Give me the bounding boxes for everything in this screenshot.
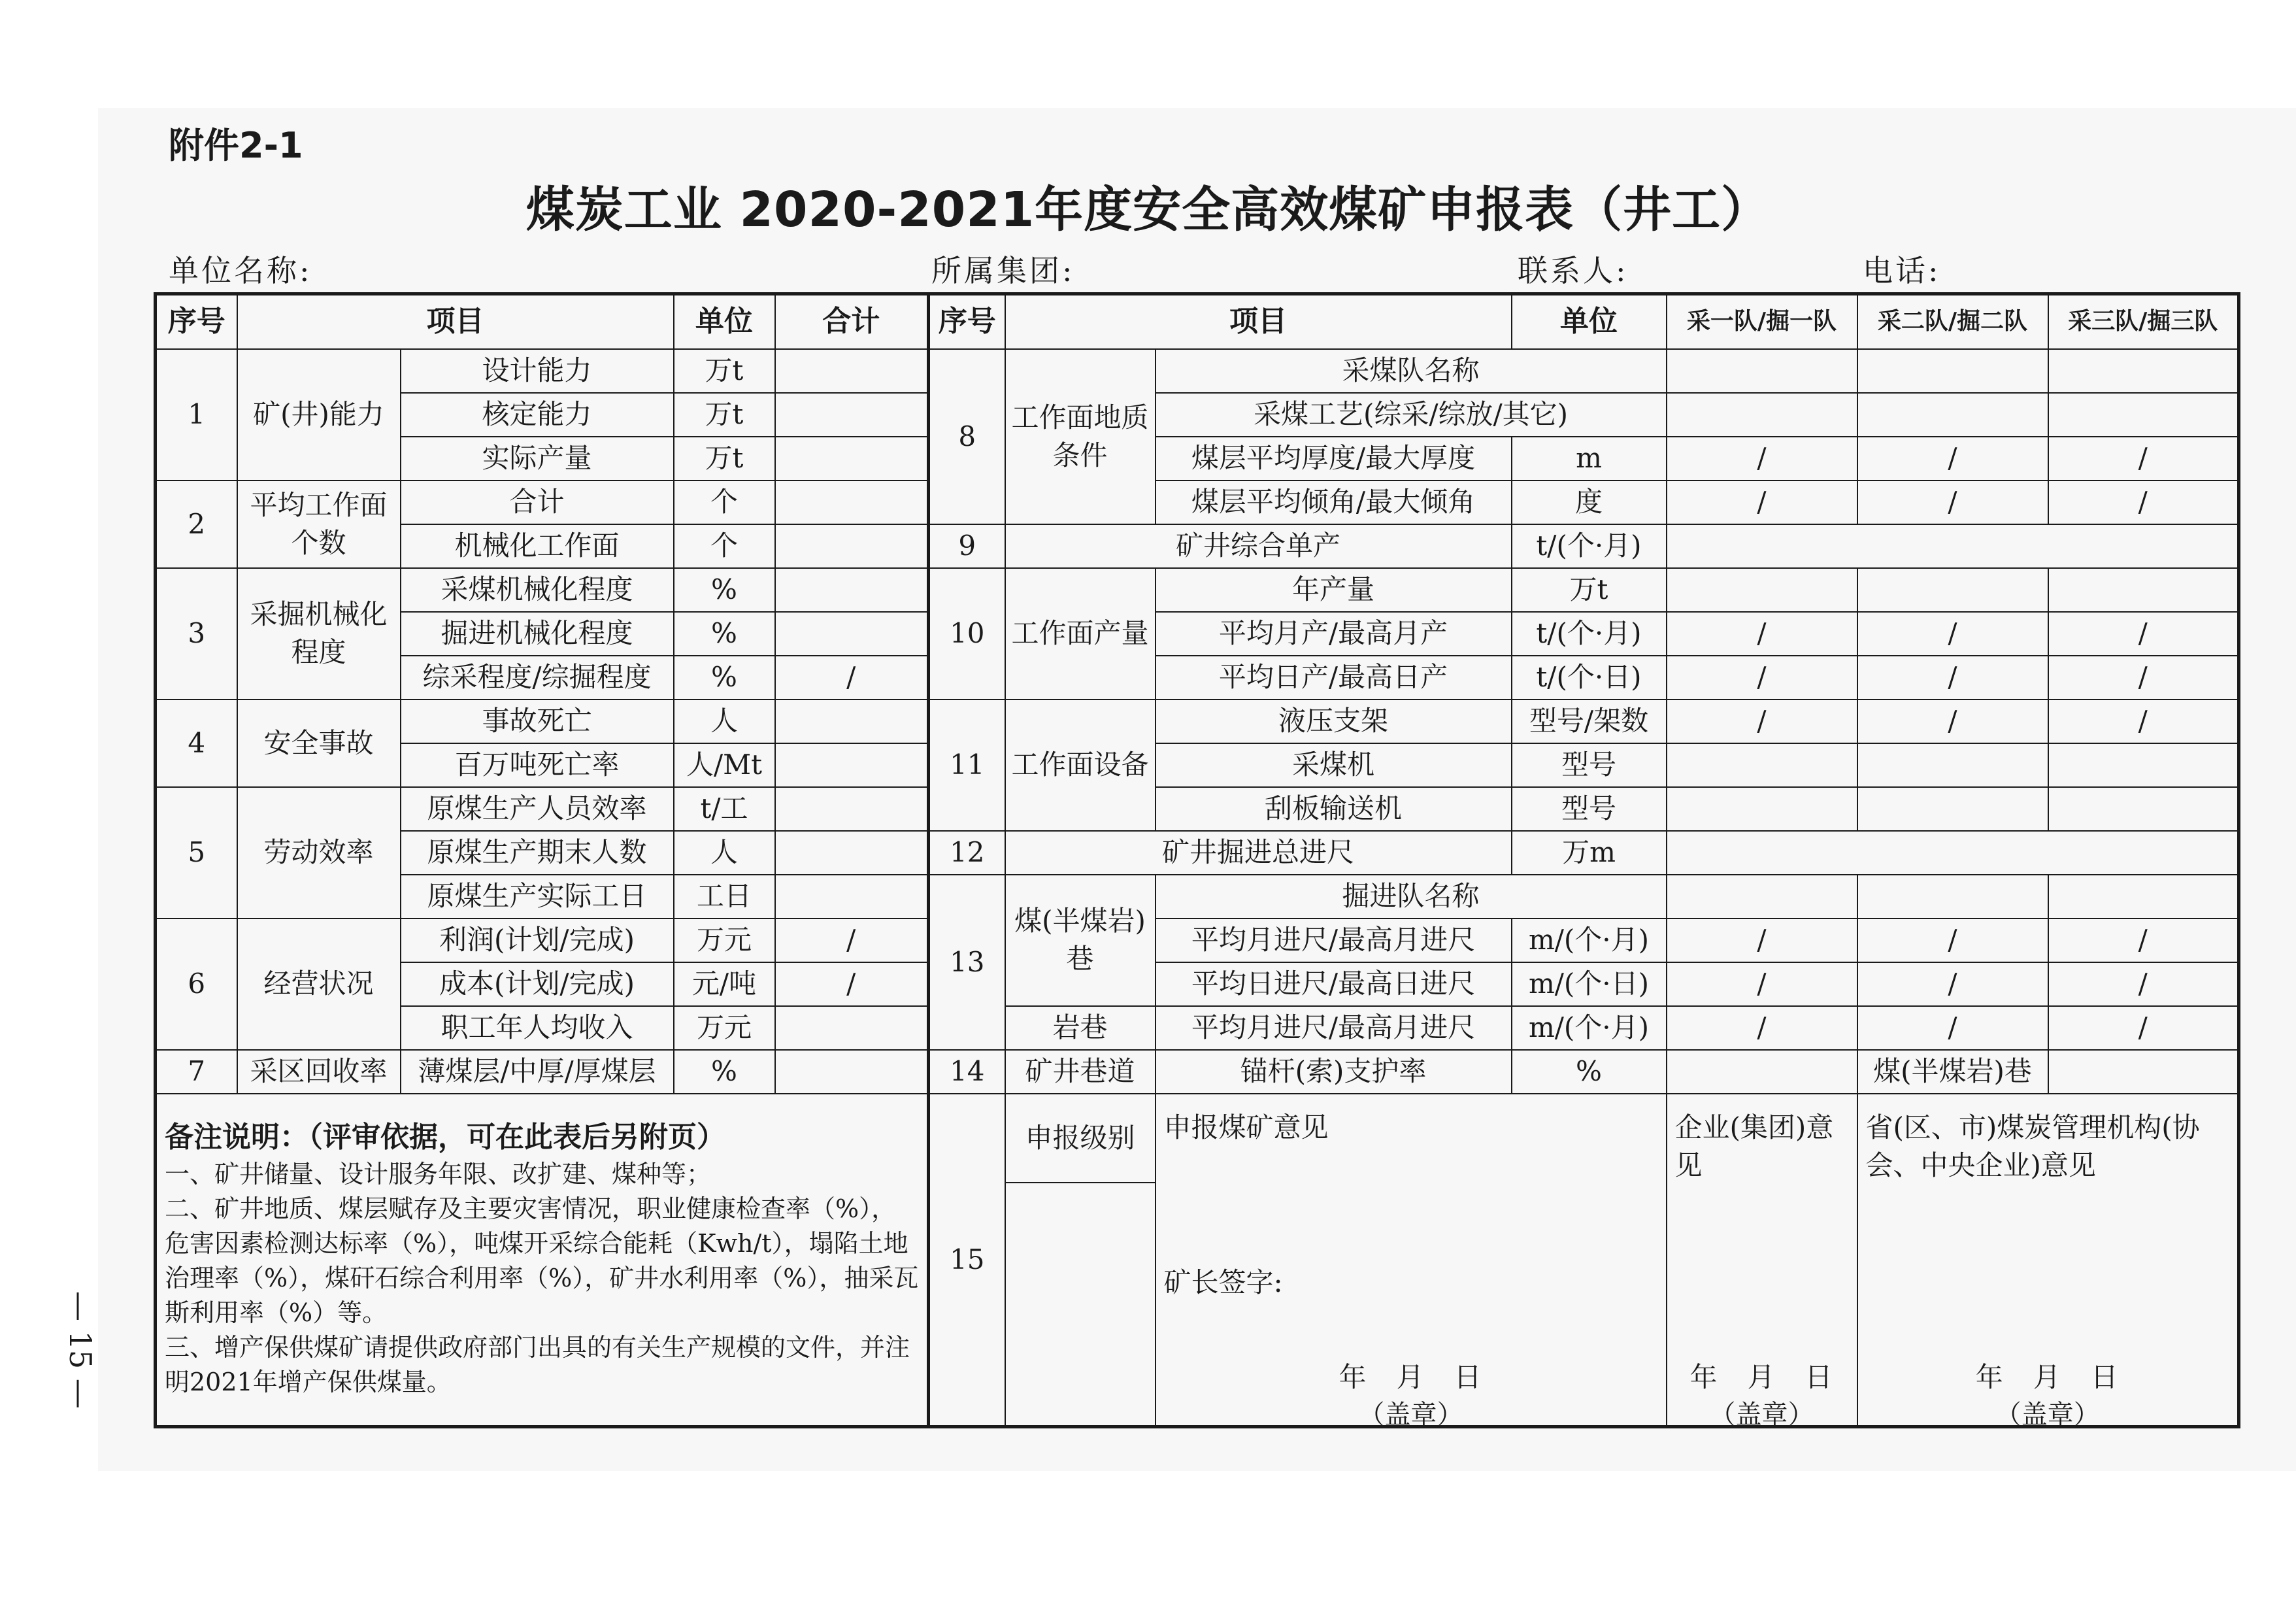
team3-input[interactable]: / — [2048, 699, 2239, 743]
team3-input[interactable] — [2048, 568, 2239, 612]
unit-cell: 型号/架数 — [1512, 699, 1667, 743]
mine-unit-output-input[interactable] — [1667, 524, 2239, 568]
col-total: 合计 — [775, 294, 929, 349]
unit-cell: % — [674, 612, 775, 656]
team3-input[interactable]: / — [2048, 1006, 2239, 1050]
table-row — [156, 568, 2239, 612]
seq-15: 15 — [929, 1094, 1005, 1427]
item-daily-output: 平均日产/最高日产 — [1156, 656, 1512, 699]
team2-input[interactable]: / — [1857, 919, 2048, 962]
application-level-cell[interactable] — [1005, 1094, 1156, 1427]
item-seam-thickness-class: 薄煤层/中厚/厚煤层 — [401, 1050, 674, 1094]
seq-6: 6 — [156, 919, 237, 1050]
team1-input[interactable]: / — [1667, 656, 1857, 699]
item-death-rate: 百万吨死亡率 — [401, 743, 674, 787]
col-unit: 单位 — [674, 294, 775, 349]
item-mining-mechanization: 采煤机械化程度 — [401, 568, 674, 612]
section-safety-accidents: 安全事故 — [237, 699, 401, 787]
page-number: — 15 — — [63, 1291, 98, 1409]
group-opinion-cell[interactable] — [1667, 1094, 1857, 1427]
team2-input[interactable]: / — [1857, 699, 2048, 743]
group-label: 所属集团: — [931, 253, 1075, 288]
table-row — [156, 349, 2239, 393]
seq-4: 4 — [156, 699, 237, 787]
total-input[interactable] — [775, 699, 929, 743]
total-input[interactable] — [775, 1050, 929, 1094]
team3-input[interactable]: / — [2048, 656, 2239, 699]
unit-cell: 人/Mt — [674, 743, 775, 787]
unit-cell: t/工 — [674, 787, 775, 831]
team1-input[interactable] — [1667, 787, 1857, 831]
team1-input[interactable] — [1667, 568, 1857, 612]
unit-cell: 度 — [1512, 480, 1667, 524]
team1-input[interactable]: / — [1667, 962, 1857, 1006]
seq-1: 1 — [156, 349, 237, 480]
total-input[interactable] — [775, 875, 929, 919]
unit-cell: 万t — [674, 393, 775, 437]
section-operations: 经营状况 — [237, 919, 401, 1050]
table-row — [156, 743, 2239, 787]
team2-input[interactable]: / — [1857, 480, 2048, 524]
item-seam-dip: 煤层平均倾角/最大倾角 — [1156, 480, 1512, 524]
item-mining-team-name: 采煤队名称 — [1156, 349, 1667, 393]
team1-input[interactable] — [1667, 393, 1857, 437]
team1-input[interactable] — [1667, 349, 1857, 393]
team2-input[interactable] — [1857, 875, 2048, 919]
coal-roadway-label: 煤(半煤岩)巷 — [1857, 1050, 2048, 1094]
unit-cell: 万t — [674, 349, 775, 393]
col-item: 项目 — [237, 294, 674, 349]
seq-8: 8 — [929, 349, 1005, 524]
notes-cell — [156, 1094, 929, 1427]
total-input[interactable]: / — [775, 656, 929, 699]
team2-input[interactable]: / — [1857, 962, 2048, 1006]
annex-label: 附件2-1 — [169, 125, 303, 166]
item-approved-capacity: 核定能力 — [401, 393, 674, 437]
province-seal-label: （盖章） — [1995, 1399, 2100, 1427]
coal-roadway-input[interactable] — [2048, 1050, 2239, 1094]
total-input[interactable]: / — [775, 919, 929, 962]
unit-cell: 万t — [1512, 568, 1667, 612]
section-face-output: 工作面产量 — [1005, 568, 1156, 699]
team3-input[interactable] — [2048, 393, 2239, 437]
team2-input[interactable] — [1857, 568, 2048, 612]
table-row — [156, 875, 2239, 919]
col-seq-right: 序号 — [929, 294, 1005, 349]
total-input[interactable] — [775, 349, 929, 393]
unit-cell: t/(个·日) — [1512, 656, 1667, 699]
table-row — [156, 787, 2239, 831]
unit-cell: 人 — [674, 831, 775, 875]
contact-label: 联系人: — [1518, 253, 1629, 288]
total-footage-input[interactable] — [1667, 831, 2239, 875]
table-row — [156, 393, 2239, 437]
total-input[interactable] — [775, 393, 929, 437]
total-input[interactable] — [775, 787, 929, 831]
team2-input[interactable]: / — [1857, 1006, 2048, 1050]
item-seam-thickness: 煤层平均厚度/最大厚度 — [1156, 437, 1512, 480]
unit-cell: 万m — [1512, 831, 1667, 875]
col-seq: 序号 — [156, 294, 237, 349]
table-row — [156, 919, 2239, 962]
unit-name-label: 单位名称: — [169, 253, 312, 288]
team3-input[interactable]: / — [2048, 480, 2239, 524]
section-face-equipment: 工作面设备 — [1005, 699, 1156, 831]
item-tunneling-mechanization: 掘进机械化程度 — [401, 612, 674, 656]
section-geology: 工作面地质条件 — [1005, 349, 1156, 524]
item-faces-total: 合计 — [401, 480, 674, 524]
table-row — [156, 962, 2239, 1006]
notes-line-2: 二、矿井地质、煤层赋存及主要灾害情况，职业健康检查率（%），危害因素检测达标率（%），吨煤开采综合能耗（Kwh/t），塌陷土地治理率（%），煤矸石综合利用率（%），矿井水利用率（%），抽采瓦斯利用率（%）等。 — [165, 1194, 919, 1327]
item-mining-method: 采煤工艺(综采/综放/其它) — [1156, 393, 1667, 437]
col-team1: 采一队/掘一队 — [1667, 294, 1857, 349]
item-tunneling-team-name: 掘进队名称 — [1156, 875, 1667, 919]
unit-cell: % — [674, 568, 775, 612]
item-rock-monthly-footage: 平均月进尺/最高月进尺 — [1156, 1006, 1512, 1050]
team2-input[interactable]: / — [1857, 612, 2048, 656]
item-actual-workdays: 原煤生产实际工日 — [401, 875, 674, 919]
bolt-support-input[interactable] — [1667, 1050, 1857, 1094]
group-opinion-label: 企业(集团)意见 — [1674, 1111, 1834, 1181]
unit-cell: 人 — [674, 699, 775, 743]
section-mine-roadway: 矿井巷道 — [1005, 1050, 1156, 1094]
total-input[interactable] — [775, 437, 929, 480]
mine-director-signature-label: 矿长签字: — [1163, 1266, 1283, 1298]
section-recovery-rate: 采区回收率 — [237, 1050, 401, 1094]
table-row — [156, 831, 2239, 875]
unit-cell: t/(个·月) — [1512, 612, 1667, 656]
seq-2: 2 — [156, 480, 237, 568]
item-total-footage: 矿井掘进总进尺 — [1005, 831, 1512, 875]
table-row — [156, 437, 2239, 480]
item-fully-mechanized: 综采程度/综掘程度 — [401, 656, 674, 699]
item-actual-output: 实际产量 — [401, 437, 674, 480]
item-monthly-footage: 平均月进尺/最高月进尺 — [1156, 919, 1512, 962]
unit-cell: 万t — [674, 437, 775, 480]
province-date-label: 年 月 日 — [1975, 1360, 2120, 1393]
team1-input[interactable]: / — [1667, 1006, 1857, 1050]
seq-14: 14 — [929, 1050, 1005, 1094]
application-level-label: 申报级别 — [1006, 1094, 1155, 1183]
team3-input[interactable]: / — [2048, 437, 2239, 480]
notes-line-3: 三、增产保供煤矿请提供政府部门出具的有关生产规模的文件，并注明2021年增产保供煤量。 — [165, 1332, 910, 1396]
item-avg-income: 职工年人均收入 — [401, 1006, 674, 1050]
table-row — [156, 1094, 2239, 1427]
section-rock-roadway: 岩巷 — [1005, 1006, 1156, 1050]
phone-label: 电话: — [1863, 253, 1941, 288]
unit-cell: % — [674, 1050, 775, 1094]
team1-input[interactable]: / — [1667, 612, 1857, 656]
team3-input[interactable]: / — [2048, 612, 2239, 656]
total-input[interactable] — [775, 524, 929, 568]
total-input[interactable] — [775, 612, 929, 656]
unit-cell: 工日 — [674, 875, 775, 919]
item-period-end-headcount: 原煤生产期末人数 — [401, 831, 674, 875]
team3-input[interactable] — [2048, 349, 2239, 393]
item-cost: 成本(计划/完成) — [401, 962, 674, 1006]
mine-seal-label: （盖章） — [1358, 1399, 1463, 1427]
item-annual-output: 年产量 — [1156, 568, 1512, 612]
team1-input[interactable]: / — [1667, 437, 1857, 480]
total-input[interactable] — [775, 1006, 929, 1050]
team2-input[interactable]: / — [1857, 437, 2048, 480]
unit-cell: 万元 — [674, 1006, 775, 1050]
seq-10: 10 — [929, 568, 1005, 699]
notes-title: 备注说明：（评审依据，可在此表后另附页） — [165, 1120, 725, 1154]
unit-cell: 万元 — [674, 919, 775, 962]
section-working-faces: 平均工作面个数 — [237, 480, 401, 568]
team3-input[interactable] — [2048, 743, 2239, 787]
province-opinion-label: 省(区、市)煤炭管理机构(协会、中央企业)意见 — [1865, 1111, 2200, 1181]
unit-cell: 个 — [674, 480, 775, 524]
table-row — [156, 1006, 2239, 1050]
item-daily-footage: 平均日进尺/最高日进尺 — [1156, 962, 1512, 1006]
team2-input[interactable] — [1857, 743, 2048, 787]
table-header-row — [156, 294, 2239, 349]
item-design-capacity: 设计能力 — [401, 349, 674, 393]
item-accident-deaths: 事故死亡 — [401, 699, 674, 743]
application-form-table — [154, 292, 2240, 1428]
team3-input[interactable] — [2048, 787, 2239, 831]
section-coal-roadway: 煤(半煤岩)巷 — [1005, 875, 1156, 1006]
total-input[interactable]: / — [775, 962, 929, 1006]
team2-input[interactable] — [1857, 787, 2048, 831]
seq-12: 12 — [929, 831, 1005, 875]
team2-input[interactable] — [1857, 393, 2048, 437]
table-row — [156, 480, 2239, 524]
item-bolt-support-rate: 锚杆(索)支护率 — [1156, 1050, 1512, 1094]
unit-cell: m — [1512, 437, 1667, 480]
col-unit-right: 单位 — [1512, 294, 1667, 349]
section-mechanization: 采掘机械化程度 — [237, 568, 401, 699]
col-item-right: 项目 — [1005, 294, 1512, 349]
unit-cell: 型号 — [1512, 787, 1667, 831]
item-monthly-output: 平均月产/最高月产 — [1156, 612, 1512, 656]
form-title: 煤炭工业 2020-2021年度安全高效煤矿申报表（井工） — [525, 182, 1771, 238]
unit-cell: % — [1512, 1050, 1667, 1094]
col-team3: 采三队/掘三队 — [2048, 294, 2239, 349]
group-seal-label: （盖章） — [1709, 1399, 1814, 1427]
unit-cell: m/(个·日) — [1512, 962, 1667, 1006]
unit-cell: 个 — [674, 524, 775, 568]
team1-input[interactable]: / — [1667, 480, 1857, 524]
team1-input[interactable] — [1667, 875, 1857, 919]
notes-line-1: 一、矿井储量、设计服务年限、改扩建、煤种等； — [165, 1159, 712, 1188]
unit-cell: t/(个·月) — [1512, 524, 1667, 568]
section-mine-capacity: 矿(井)能力 — [237, 349, 401, 480]
item-hydraulic-support: 液压支架 — [1156, 699, 1512, 743]
section-labor-efficiency: 劳动效率 — [237, 787, 401, 919]
total-input[interactable] — [775, 831, 929, 875]
team1-input[interactable]: / — [1667, 699, 1857, 743]
unit-cell: 型号 — [1512, 743, 1667, 787]
seq-3: 3 — [156, 568, 237, 699]
table-row — [156, 524, 2239, 568]
item-mine-unit-output: 矿井综合单产 — [1005, 524, 1512, 568]
total-input[interactable] — [775, 568, 929, 612]
seq-7: 7 — [156, 1050, 237, 1094]
seq-13: 13 — [929, 875, 1005, 1050]
table-row — [156, 656, 2239, 699]
seq-5: 5 — [156, 787, 237, 919]
table-row — [156, 699, 2239, 743]
table-row — [156, 612, 2239, 656]
total-input[interactable] — [775, 743, 929, 787]
unit-cell: % — [674, 656, 775, 699]
unit-cell: 元/吨 — [674, 962, 775, 1006]
item-shearer: 采煤机 — [1156, 743, 1512, 787]
team1-input[interactable] — [1667, 743, 1857, 787]
seq-9: 9 — [929, 524, 1005, 568]
item-scraper-conveyor: 刮板输送机 — [1156, 787, 1512, 831]
team2-input[interactable] — [1857, 349, 2048, 393]
table-row — [156, 1050, 2239, 1094]
team3-input[interactable]: / — [2048, 962, 2239, 1006]
mine-date-label: 年 月 日 — [1339, 1360, 1483, 1393]
item-profit: 利润(计划/完成) — [401, 919, 674, 962]
item-worker-efficiency: 原煤生产人员效率 — [401, 787, 674, 831]
total-input[interactable] — [775, 480, 929, 524]
seq-11: 11 — [929, 699, 1005, 831]
col-team2: 采二队/掘二队 — [1857, 294, 2048, 349]
team3-input[interactable]: / — [2048, 919, 2239, 962]
team3-input[interactable] — [2048, 875, 2239, 919]
team2-input[interactable]: / — [1857, 656, 2048, 699]
group-date-label: 年 月 日 — [1689, 1360, 1834, 1393]
province-opinion-cell[interactable] — [1857, 1094, 2239, 1427]
unit-cell: m/(个·月) — [1512, 1006, 1667, 1050]
mine-opinion-cell[interactable] — [1156, 1094, 1667, 1427]
mine-opinion-label: 申报煤矿意见 — [1163, 1111, 1329, 1143]
item-mechanized-faces: 机械化工作面 — [401, 524, 674, 568]
unit-cell: m/(个·月) — [1512, 919, 1667, 962]
team1-input[interactable]: / — [1667, 919, 1857, 962]
